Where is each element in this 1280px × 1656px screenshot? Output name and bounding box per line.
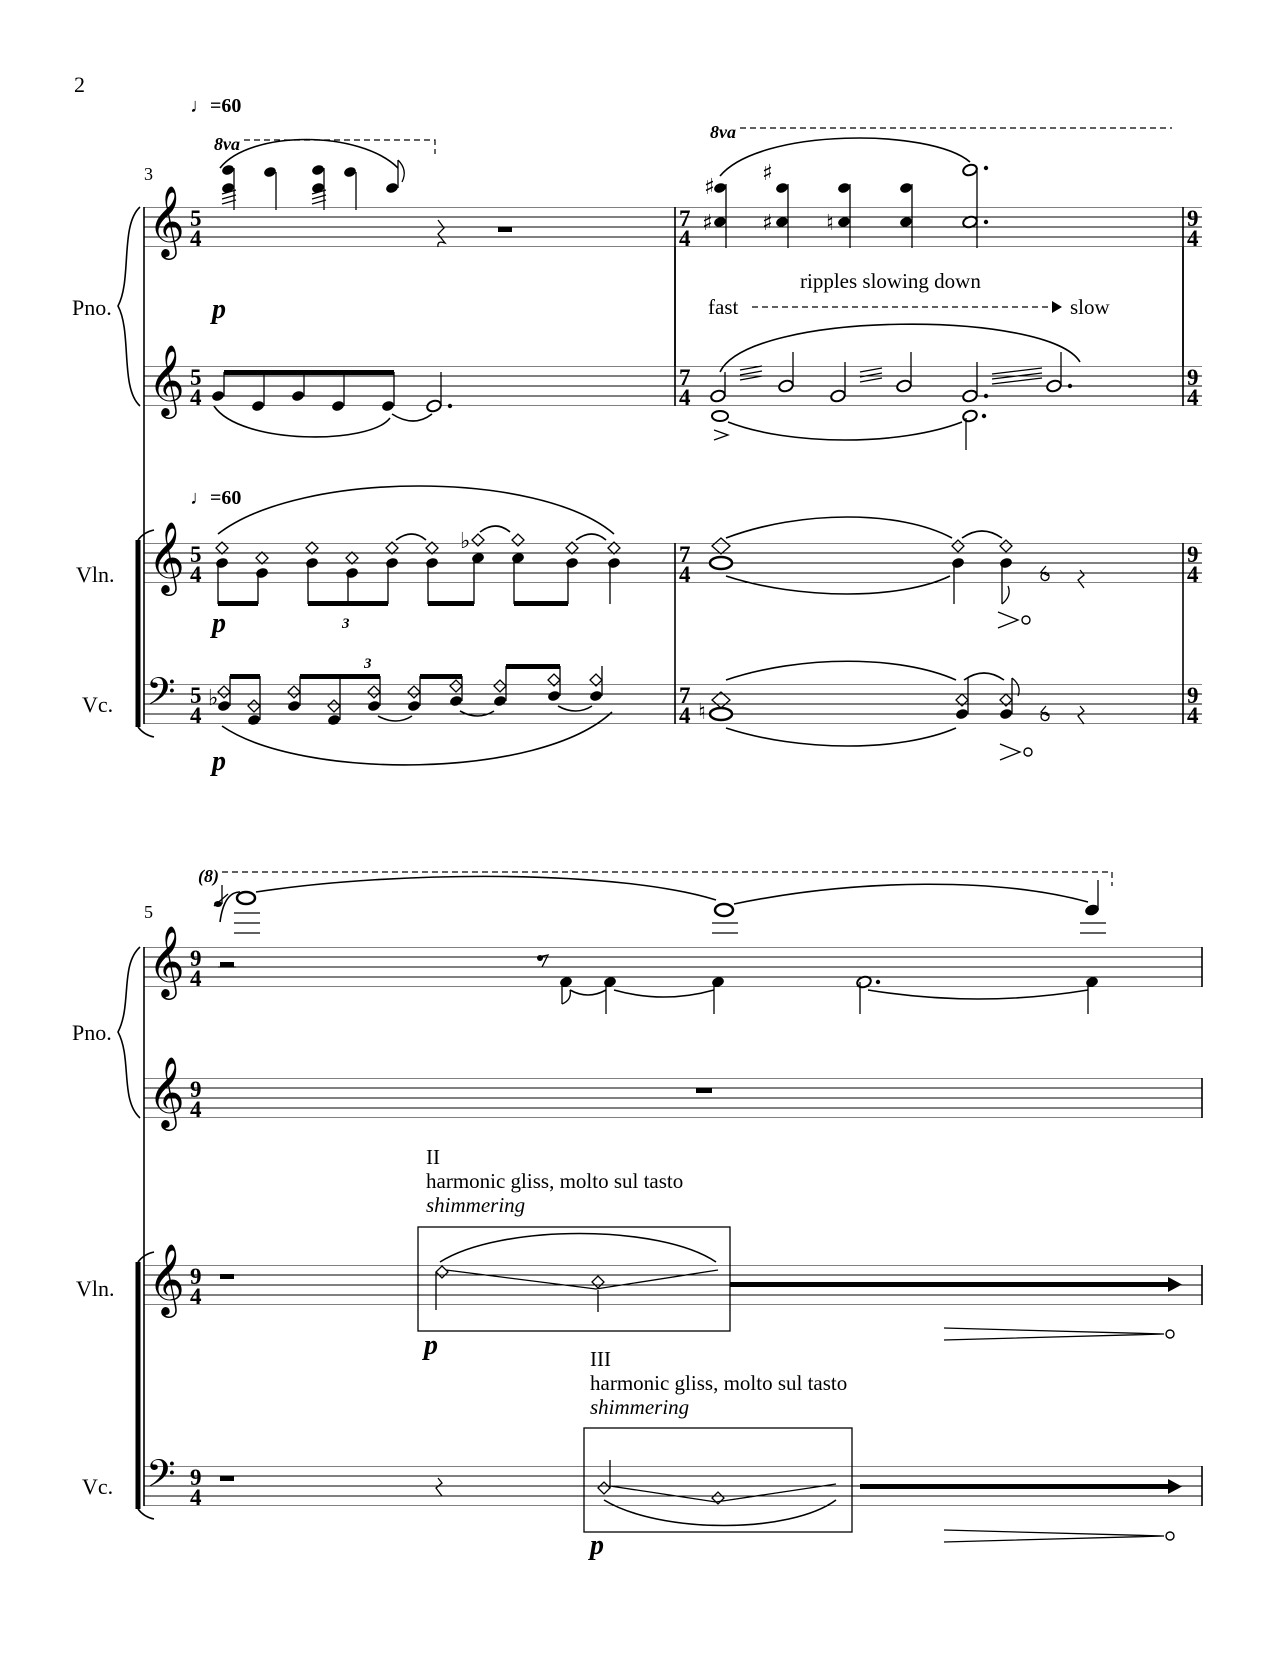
treble-clef: 𝄞: [148, 1242, 185, 1315]
cello-staff: [144, 684, 1202, 724]
ottava-line: [222, 872, 1112, 886]
violin-notes: [215, 486, 621, 606]
svg-text:♯: ♯: [762, 161, 773, 186]
svg-text:4: 4: [190, 1097, 202, 1122]
cello-technique: harmonic gliss, molto sul tasto: [590, 1371, 848, 1395]
page-number: 2: [74, 72, 85, 97]
measure-number: 3: [144, 164, 153, 184]
triplet-mark: 3: [342, 616, 350, 632]
bracket-hook: [138, 1509, 154, 1519]
tempo-mark-piano: ♩=60: [190, 95, 242, 117]
dynamic-piano: p: [212, 294, 226, 325]
decrescendo: [944, 1530, 1164, 1542]
gliss-box: [418, 1227, 730, 1331]
bracket-hook: [138, 727, 154, 737]
fast-text: fast: [708, 295, 739, 319]
instrument-name-violin: Vln.: [76, 1276, 115, 1301]
cello-long-note: [698, 661, 1084, 760]
svg-text:4: 4: [190, 1485, 202, 1510]
ripples-text: ripples slowing down: [800, 269, 981, 293]
cello-gliss: [220, 1428, 1182, 1542]
decrescendo: [944, 1328, 1164, 1340]
piano-rh-staff: [144, 207, 1202, 247]
bass-clef: 𝄢: [146, 669, 176, 723]
violin-character: shimmering: [426, 1193, 526, 1217]
whole-rest: [696, 1088, 712, 1093]
instrument-name-cello: Vc.: [82, 1474, 114, 1499]
svg-text:4: 4: [679, 226, 691, 251]
continuation-line: [860, 1484, 1170, 1489]
svg-text:4: 4: [190, 966, 202, 991]
svg-text:4: 4: [679, 562, 691, 587]
dynamic-cello: p: [590, 1530, 604, 1561]
piano-rh-notes: [214, 876, 1106, 1014]
system-2: [72, 866, 1202, 1561]
cello-string: III: [590, 1347, 611, 1371]
svg-text:4: 4: [190, 226, 202, 251]
svg-text:4: 4: [190, 1284, 202, 1309]
tempo-mark-strings: ♩=60: [190, 487, 242, 509]
treble-clef: 𝄞: [148, 924, 185, 997]
ottava-continuation: (8): [198, 866, 219, 886]
slow-text: slow: [1070, 295, 1110, 319]
svg-text:4: 4: [190, 703, 202, 728]
svg-text:♮: ♮: [698, 700, 706, 725]
svg-text:9: 9: [1187, 365, 1199, 390]
piano-rh-notes: [220, 140, 512, 248]
svg-text:9: 9: [190, 946, 202, 971]
svg-text:4: 4: [679, 385, 691, 410]
violin-staff: [144, 543, 1202, 583]
treble-clef: 𝄞: [148, 1055, 185, 1128]
svg-text:9: 9: [1187, 683, 1199, 708]
svg-text:9: 9: [190, 1264, 202, 1289]
svg-text:4: 4: [1187, 385, 1199, 410]
violin-technique: harmonic gliss, molto sul tasto: [426, 1169, 684, 1193]
instrument-name-piano: Pno.: [72, 295, 112, 320]
instrument-name-cello: Vc.: [82, 692, 114, 717]
svg-text:♭: ♭: [208, 686, 219, 711]
svg-text:♯: ♯: [702, 211, 713, 236]
time-signature: [1187, 206, 1199, 728]
measure-number: 5: [144, 902, 153, 922]
treble-clef: 𝄞: [148, 520, 185, 593]
svg-text:5: 5: [190, 683, 202, 708]
arrow-head: [1052, 301, 1062, 313]
svg-text:9: 9: [1187, 542, 1199, 567]
instrument-name-piano: Pno.: [72, 1020, 112, 1045]
dynamic-violin: p: [212, 608, 226, 639]
svg-text:7: 7: [679, 365, 691, 390]
svg-text:5: 5: [190, 206, 202, 231]
svg-text:♯: ♯: [762, 211, 773, 236]
svg-text:7: 7: [679, 683, 691, 708]
gliss-box: [584, 1428, 852, 1532]
ottava-mark: 8va: [214, 134, 240, 154]
dynamic-cello: p: [212, 746, 226, 777]
piano-brace: [118, 947, 140, 1118]
instrument-name-violin: Vln.: [76, 562, 115, 587]
dynamic-violin: p: [424, 1330, 438, 1361]
svg-text:4: 4: [190, 385, 202, 410]
piano-lh-staff: [144, 1078, 1202, 1118]
time-signature: [190, 206, 202, 728]
triplet-mark: 3: [364, 656, 372, 672]
slur: [220, 140, 398, 169]
svg-text:5: 5: [190, 365, 202, 390]
svg-text:5: 5: [190, 542, 202, 567]
treble-clef: 𝄞: [148, 343, 185, 416]
slur: [720, 138, 970, 176]
svg-text:4: 4: [190, 562, 202, 587]
treble-clef: 𝄞: [148, 184, 185, 257]
svg-text:4: 4: [1187, 703, 1199, 728]
bass-clef: 𝄢: [146, 1451, 176, 1505]
continuation-line: [730, 1282, 1170, 1287]
svg-text:♯: ♯: [704, 175, 715, 200]
svg-text:9: 9: [190, 1077, 202, 1102]
svg-text:7: 7: [679, 206, 691, 231]
svg-text:4: 4: [679, 703, 691, 728]
svg-text:♭: ♭: [460, 529, 471, 554]
svg-text:9: 9: [190, 1465, 202, 1490]
piano-lh-ripples: [710, 324, 1080, 450]
piano-brace: [118, 207, 140, 406]
svg-text:7: 7: [679, 542, 691, 567]
system-1: [72, 95, 1202, 777]
svg-text:4: 4: [1187, 562, 1199, 587]
svg-text:♮: ♮: [826, 211, 834, 236]
time-signature: [190, 946, 202, 1510]
violin-string: II: [426, 1145, 440, 1169]
piano-rh-staff: [144, 947, 1202, 987]
piano-lh-notes: [211, 370, 452, 437]
cello-character: shimmering: [590, 1395, 690, 1419]
violin-gliss: [220, 1227, 1182, 1340]
ottava-mark: 8va: [710, 122, 736, 142]
time-signature: [679, 206, 691, 728]
svg-text:4: 4: [1187, 226, 1199, 251]
piano-rh-chords: [702, 138, 988, 248]
svg-text:9: 9: [1187, 206, 1199, 231]
